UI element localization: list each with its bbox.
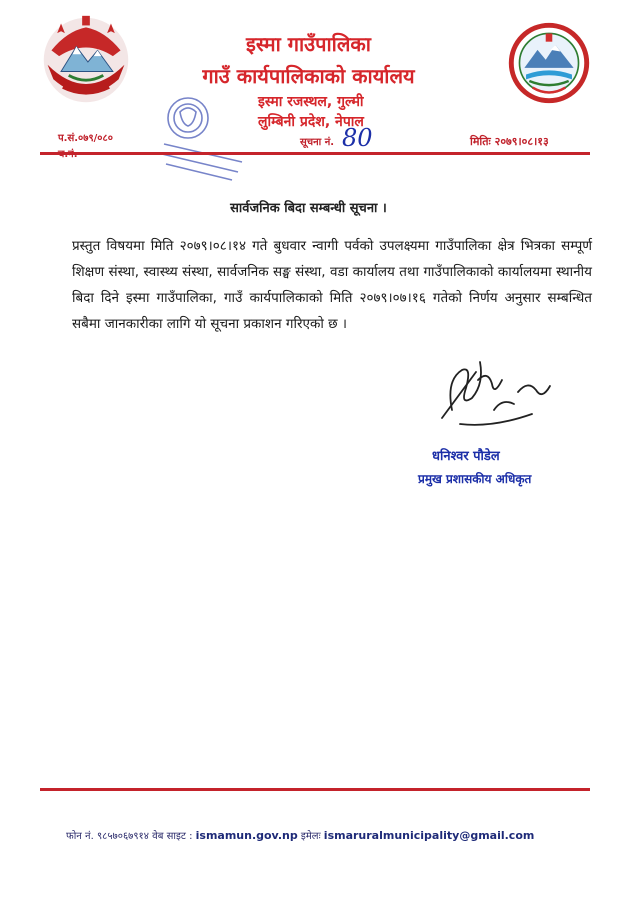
phone-number: ९८५७०६७९१४: [96, 831, 149, 842]
email-link[interactable]: ismaruralmunicipality@gmail.com: [323, 829, 535, 842]
footer-contact: [66, 828, 534, 842]
notice-body: प्रस्तुत विषयमा मिति २०७९।०८।१४ गते बुधवार न्वागी पर्वको उपलक्ष्यमा गाउँपालिका क्षेत्र भित्रका सम्पूर्ण शिक्षण संस्था, स्वास्थ्य संस्था, सार्वजनिक सङ्घ संस्था, वडा कार्यालय तथा गाउँपालिकाको कार्यालयमा स्थानीय बिदा दिने इस्मा गाउँपालिका, गाउँ कार्यपालिकाको मिति २०७९।०७।१६ गतेको निर्णय अनुसार सम्बन्धित सबैमा जानकारीका लागि यो सूचना प्रकाशन गरिएको छ ।: [72, 238, 592, 332]
phone-label: फोन नं.: [66, 831, 94, 842]
reference-number: प.सं.०७९/०८०: [58, 133, 113, 144]
signatory-title: प्रमुख प्रशासकीय अधिकृत: [418, 472, 532, 486]
notice-subject: सार्वजनिक बिदा सम्बन्धी सूचना ।: [230, 201, 387, 216]
nepal-emblem-icon: [38, 12, 134, 108]
notice-number: 80: [342, 124, 373, 152]
website-label: वेब साइट :: [152, 831, 193, 842]
header-divider: [40, 152, 590, 155]
office-subtitle: गाउँ कार्यपालिकाको कार्यालय: [202, 64, 415, 88]
address-line-1: इस्मा रजस्थल, गुल्मी: [258, 94, 364, 110]
handwritten-signature-icon: [432, 340, 562, 440]
office-stamp-icon: [150, 90, 250, 190]
signatory-name: धनिश्वर पौडेल: [432, 449, 500, 464]
website-link[interactable]: ismamun.gov.np: [195, 829, 298, 842]
notice-label: सूचना नं.: [300, 137, 335, 148]
address-line-2: लुम्बिनी प्रदेश, नेपाल: [258, 114, 364, 130]
office-name: इस्मा गाउँपालिका: [246, 32, 371, 56]
footer-divider: [40, 788, 590, 791]
issue-date: मितिः २०७९।०८।१३: [470, 135, 549, 148]
email-label: इमेलः: [300, 831, 321, 842]
